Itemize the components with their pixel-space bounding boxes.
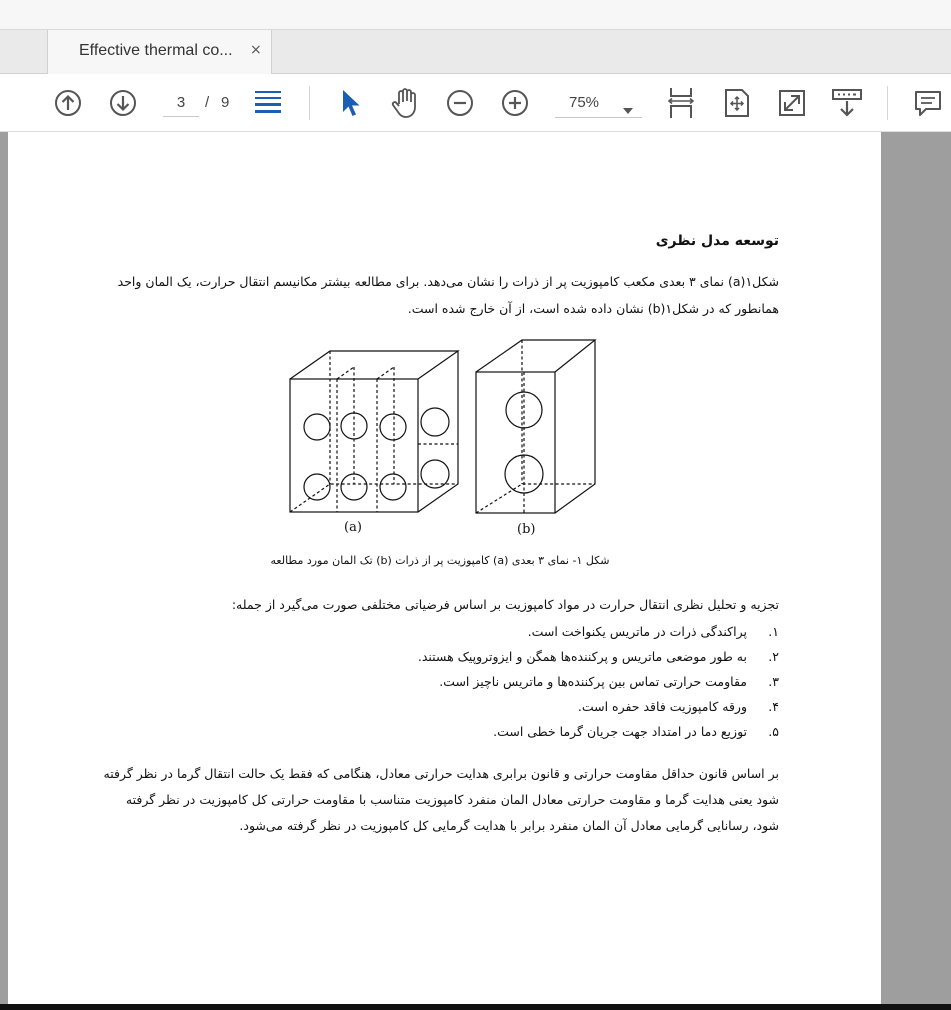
fit-page-icon[interactable] xyxy=(723,88,751,118)
list-number: ۱. xyxy=(768,624,779,639)
list-text: توزیع دما در امتداد جهت جریان گرما خطی است. xyxy=(493,724,747,739)
zoom-value: 75% xyxy=(569,94,600,111)
figure-caption: شکل ۱- نمای ۳ بعدی (a) کامپوزیت پر از ذرات (b) تک المان مورد مطالعه xyxy=(270,554,610,567)
list-text: پراکندگی ذرات در ماتریس یکنواخت است. xyxy=(527,624,747,639)
section-heading: توسعه مدل نظری xyxy=(655,233,779,249)
page-separator: / xyxy=(205,94,210,111)
arrow-down-circle-icon[interactable] xyxy=(109,89,137,117)
list-text: ورقه کامپوزیت فاقد حفره است. xyxy=(577,699,747,714)
cursor-arrow-icon[interactable] xyxy=(340,88,362,118)
arrow-up-circle-icon[interactable] xyxy=(54,89,82,117)
toolbar-divider xyxy=(887,86,888,120)
tab-document[interactable] xyxy=(47,30,272,75)
figure-label-b: (b) xyxy=(517,522,536,537)
close-icon[interactable]: × xyxy=(250,42,262,58)
lines-icon[interactable] xyxy=(254,89,282,115)
list-text: به طور موضعی ماتریس و پرکننده‌ها همگن و ایزوتروپیک هستند. xyxy=(417,649,747,664)
list-item xyxy=(528,624,779,639)
document-page xyxy=(8,132,881,1004)
tab-bar xyxy=(0,29,951,74)
fit-width-icon[interactable] xyxy=(667,86,695,120)
bottom-bar xyxy=(0,1004,951,1010)
chevron-down-icon xyxy=(623,99,633,118)
list-number: ۵. xyxy=(768,724,779,739)
read-mode-icon[interactable] xyxy=(831,88,863,118)
list-number: ۲. xyxy=(768,649,779,664)
list-number: ۳. xyxy=(768,674,779,689)
figure-label-a: (a) xyxy=(344,520,362,535)
list-item xyxy=(578,699,779,714)
title-strip xyxy=(0,0,951,29)
toolbar-divider xyxy=(309,86,310,120)
list-item xyxy=(439,674,779,689)
expand-icon[interactable] xyxy=(778,89,806,117)
list-text: مقاومت حرارتی تماس بین پرکننده‌ها و ماتریس ناچیز است. xyxy=(439,674,747,689)
toolbar xyxy=(0,74,951,132)
paragraph-line: شود یعنی هدایت گرما و مقاومت حرارتی معادل المان منفرد کامپوزیت متناسب با مقاومت حرارتی کل کامپوزیت در نظر گرفته xyxy=(125,792,779,807)
paragraph-line: بر اساس قانون حداقل مقاومت حرارتی و قانون برابری هدایت حرارتی معادل، هنگامی که فقط یک حالت انتقال گرما در نظر گرفته xyxy=(103,766,779,781)
list-item xyxy=(418,649,779,664)
minus-circle-icon[interactable] xyxy=(446,89,474,117)
list-number: ۴. xyxy=(768,699,779,714)
plus-circle-icon[interactable] xyxy=(501,89,529,117)
paragraph-line: شکل۱(a) نمای ۳ بعدی مکعب کامپوزیت پر از ذرات را نشان می‌دهد. برای مطالعه بیشتر مکانیسم انتقال حرارت، یک المان واحد xyxy=(117,274,779,289)
list-item xyxy=(493,724,779,739)
comment-icon[interactable] xyxy=(914,89,942,119)
page-total: 9 xyxy=(221,94,230,111)
tab-title: Effective thermal co... xyxy=(79,42,233,59)
hand-icon[interactable] xyxy=(390,87,420,119)
figure-composite-cube xyxy=(282,336,612,545)
page-number-input[interactable]: 3 xyxy=(163,92,199,117)
paragraph-line: همانطور که در شکل۱(b) نشان داده شده است، از آن خارج شده است. xyxy=(407,301,779,316)
zoom-select[interactable] xyxy=(555,90,642,118)
list-intro: تجزیه و تحلیل نظری انتقال حرارت در مواد کامپوزیت بر اساس فرضیاتی مختلفی صورت می‌گیرد از جمله: xyxy=(231,597,779,612)
paragraph-line: شود، رسانایی گرمایی معادل آن المان منفرد برابر با هدایت گرمایی کل کامپوزیت در نظر گرفته می‌شود. xyxy=(239,818,779,833)
